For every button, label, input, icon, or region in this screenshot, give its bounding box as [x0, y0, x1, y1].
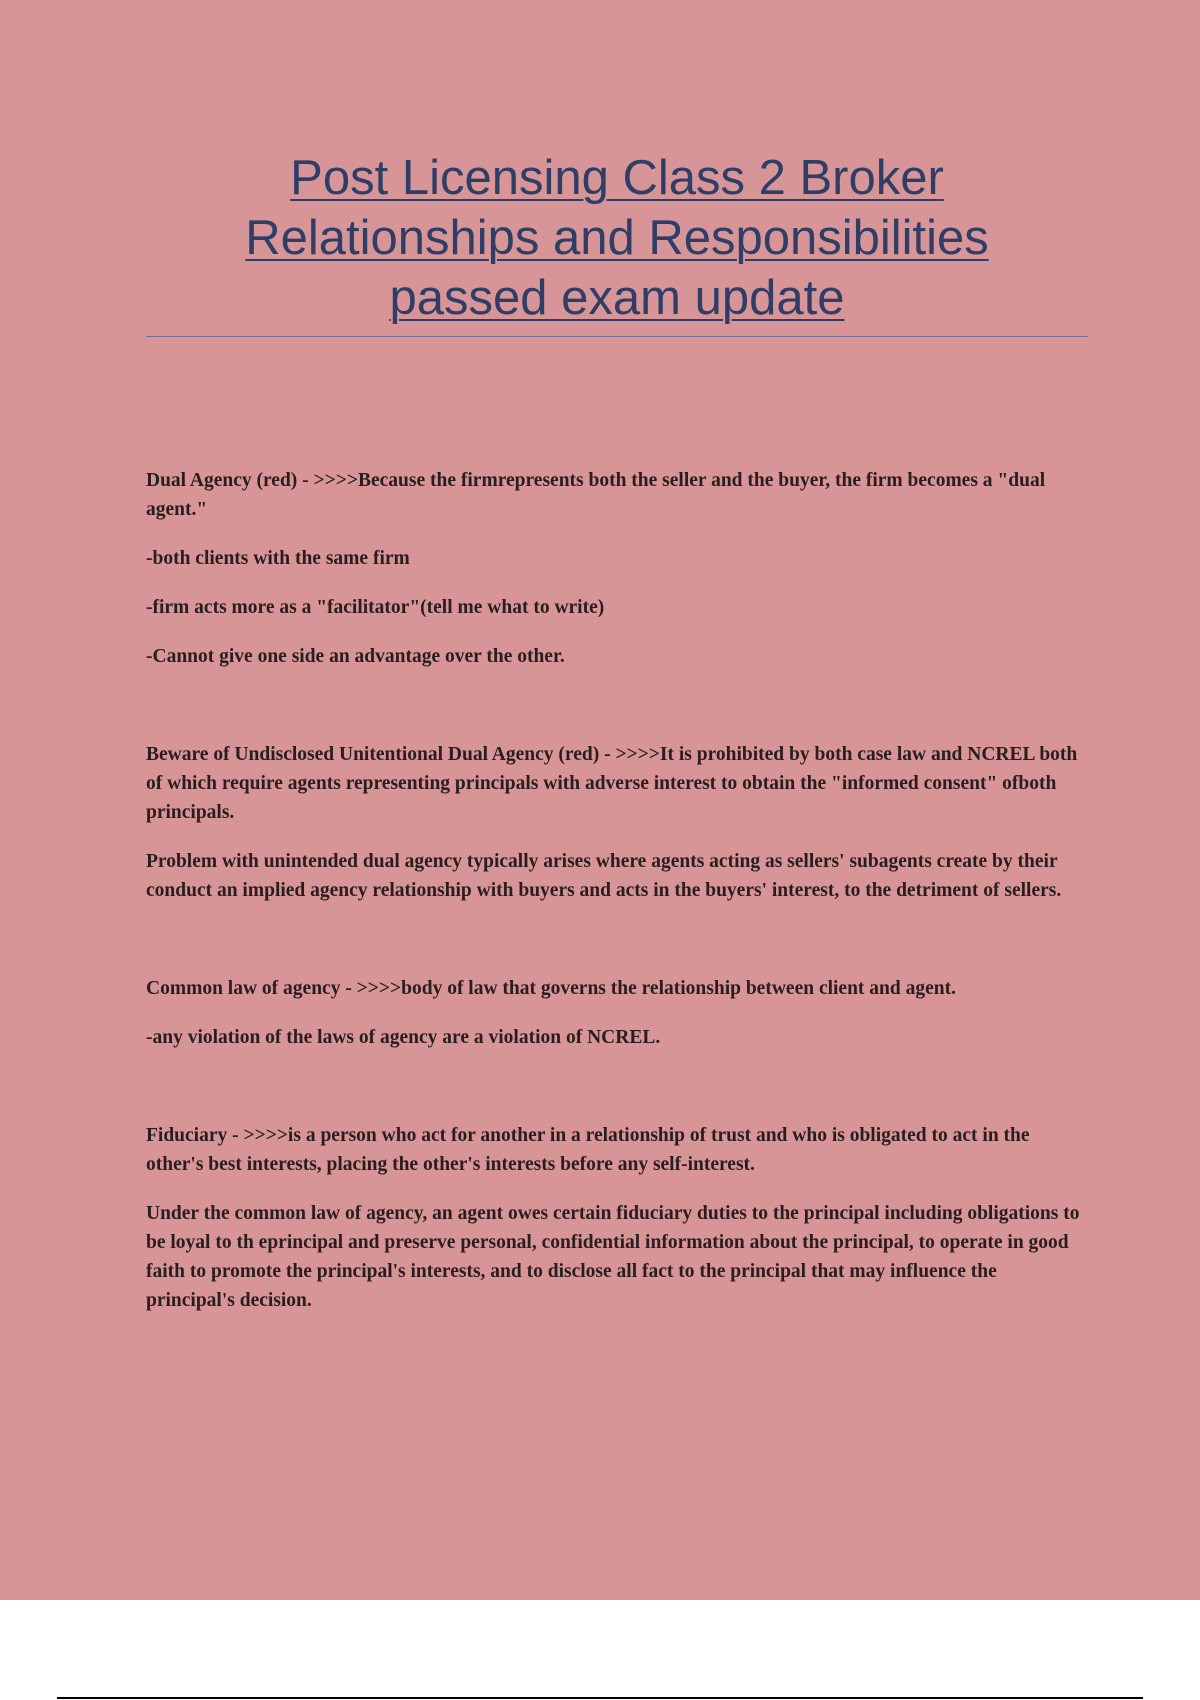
paragraph: Dual Agency (red) - >>>>Because the firmrepresents both the seller and the buyer, the firm becomes a "dual agent.": [146, 470, 1046, 520]
entry-common-law-of-agency: [146, 974, 1088, 1052]
title-line-1: Post Licensing Class 2 Broker: [290, 151, 944, 205]
paragraph: Problem with unintended dual agency typically arises where agents acting as sellers' subagents create by their conduct an implied agency relationship with buyers and acts in the buyers' interest, to the detriment of sellers.: [146, 851, 1062, 901]
footer-divider: [57, 1697, 1143, 1699]
paragraph: -both clients with the same firm: [146, 548, 410, 569]
document-body: [146, 466, 1088, 1315]
entry-fiduciary: [146, 1121, 1088, 1315]
paragraph: -firm acts more as a "facilitator"(tell me what to write): [146, 597, 605, 618]
paragraph: Common law of agency - >>>>body of law that governs the relationship between client and agent.: [146, 978, 956, 999]
paragraph: -Cannot give one side an advantage over the other.: [146, 646, 565, 667]
title-divider: [146, 336, 1088, 337]
paragraph: Under the common law of agency, an agent owes certain fiduciary duties to the principal including obligations to be loyal to th eprincipal and preserve personal, confidential information about the principal, to operate in good faith to promote the principal's interests, and to disclose all fact to the principal that may influence the principal's decision.: [146, 1203, 1080, 1311]
title-line-3: passed exam update: [389, 271, 845, 325]
title-line-2: Relationships and Responsibilities: [245, 211, 989, 265]
paragraph: Fiduciary - >>>>is a person who act for another in a relationship of trust and who is obligated to act in the other's best interests, placing the other's interests before any self-interest.: [146, 1125, 1030, 1175]
paragraph: -any violation of the laws of agency are a violation of NCREL.: [146, 1027, 661, 1048]
paragraph: Beware of Undisclosed Unitentional Dual Agency (red) - >>>>It is prohibited by both case law and NCREL both of which require agents representing principals with adverse interest to obtain the "informed consent" ofboth principals.: [146, 744, 1078, 823]
entry-undisclosed-dual-agency: [146, 740, 1088, 905]
entry-dual-agency: [146, 466, 1088, 671]
document-title: [146, 148, 1088, 328]
